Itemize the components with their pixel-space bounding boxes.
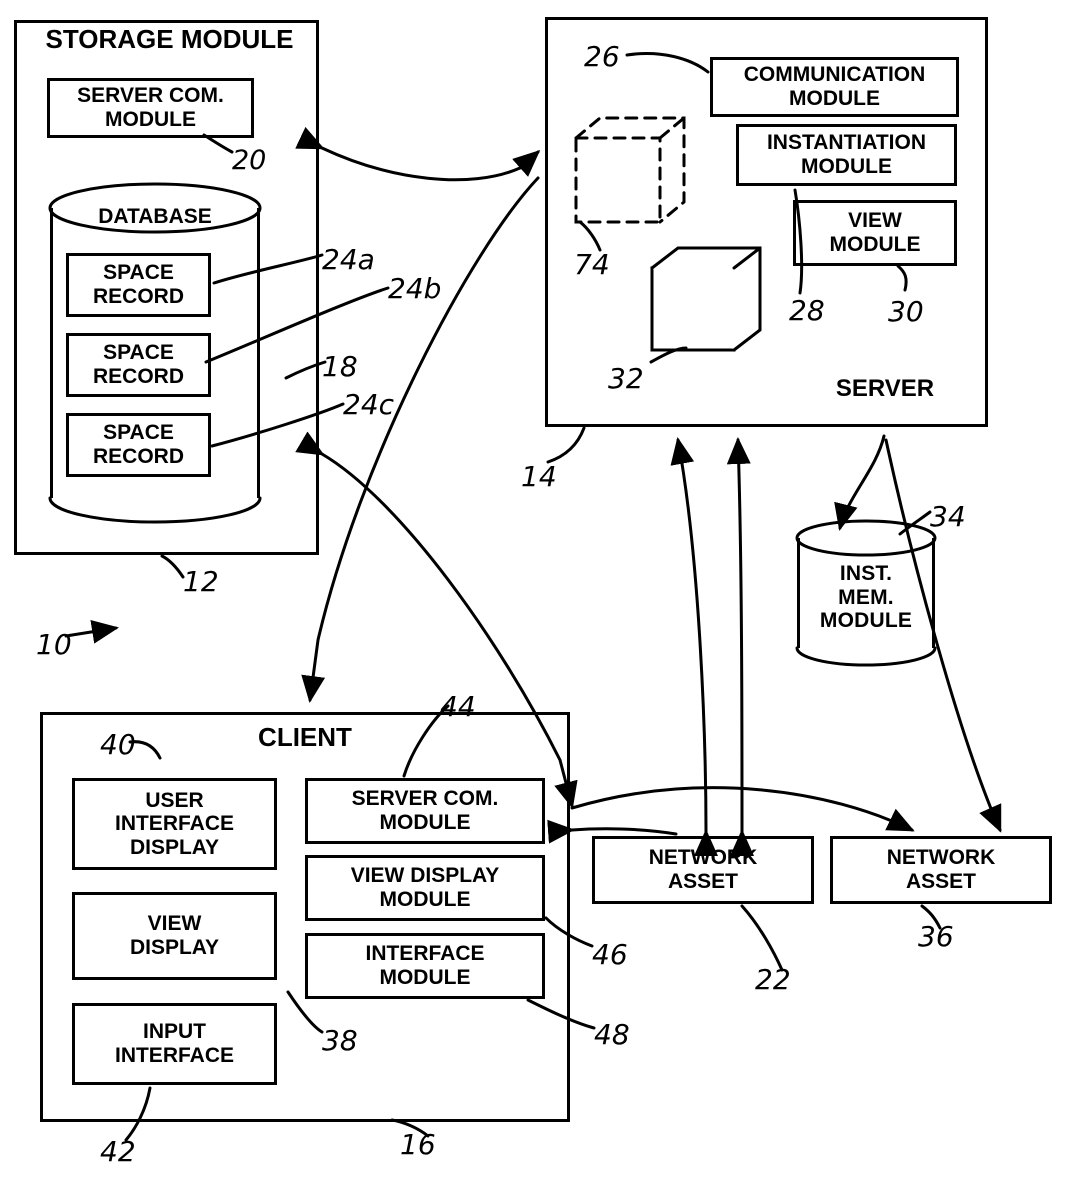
leader-22 — [742, 906, 782, 970]
user-interface-display: USER INTERFACE DISPLAY — [72, 778, 277, 870]
ref-44: 44 — [440, 690, 476, 723]
ref-24b: 24b — [388, 272, 442, 305]
ref-20: 20 — [232, 145, 267, 176]
storage-server-com-module: SERVER COM. MODULE — [47, 78, 254, 138]
ref-22: 22 — [755, 963, 791, 996]
ref-28: 28 — [789, 294, 825, 327]
ref-48: 48 — [594, 1018, 630, 1051]
ref-24c: 24c — [343, 388, 395, 421]
leader-12 — [162, 556, 183, 577]
client-title: CLIENT — [258, 722, 352, 752]
space-record-3: SPACE RECORD — [66, 413, 211, 477]
input-interface: INPUT INTERFACE — [72, 1003, 277, 1085]
ref-34: 34 — [930, 500, 966, 533]
view-display: VIEW DISPLAY — [72, 892, 277, 980]
leader-14 — [548, 428, 584, 462]
network-asset-left: NETWORK ASSET — [592, 836, 814, 904]
connector-storage-server — [322, 148, 538, 180]
view-display-module: VIEW DISPLAY MODULE — [305, 855, 545, 921]
database-label: DATABASE — [98, 205, 212, 228]
ref-32: 32 — [608, 362, 644, 395]
network-asset-right: NETWORK ASSET — [830, 836, 1052, 904]
leader-34 — [900, 512, 930, 534]
ref-74: 74 — [574, 248, 610, 281]
connector-asset-server-1 — [678, 440, 706, 832]
client-server-com-module: SERVER COM. MODULE — [305, 778, 545, 844]
ref-26: 26 — [584, 40, 620, 73]
connector-server-instmem — [840, 436, 884, 528]
ref-14: 14 — [521, 460, 557, 493]
ref-12: 12 — [183, 565, 219, 598]
view-module: VIEW MODULE — [793, 200, 957, 266]
space-record-2: SPACE RECORD — [66, 333, 211, 397]
connector-client-asset-right — [572, 788, 912, 830]
instantiation-module: INSTANTIATION MODULE — [736, 124, 957, 186]
inst-mem-module-label: INST. MEM. MODULE — [819, 562, 913, 633]
ref-42: 42 — [100, 1135, 136, 1168]
figure-ref-arrow — [66, 628, 116, 636]
inst-mem-bottom-cap — [797, 648, 935, 665]
connector-client-asset-a — [572, 829, 676, 834]
space-record-1: SPACE RECORD — [66, 253, 211, 317]
ref-30: 30 — [888, 295, 924, 328]
ref-36: 36 — [918, 920, 954, 953]
storage-module-title: STORAGE MODULE — [45, 24, 294, 54]
interface-module: INTERFACE MODULE — [305, 933, 545, 999]
ref-38: 38 — [322, 1024, 358, 1057]
ref-10: 10 — [36, 628, 72, 661]
ref-16: 16 — [400, 1128, 436, 1161]
communication-module: COMMUNICATION MODULE — [710, 57, 959, 117]
ref-46: 46 — [592, 938, 628, 971]
connector-asset-server-2 — [738, 440, 742, 832]
server-title: SERVER — [835, 375, 935, 402]
ref-24a: 24a — [322, 243, 375, 276]
ref-40: 40 — [100, 728, 136, 761]
ref-18: 18 — [322, 350, 358, 383]
